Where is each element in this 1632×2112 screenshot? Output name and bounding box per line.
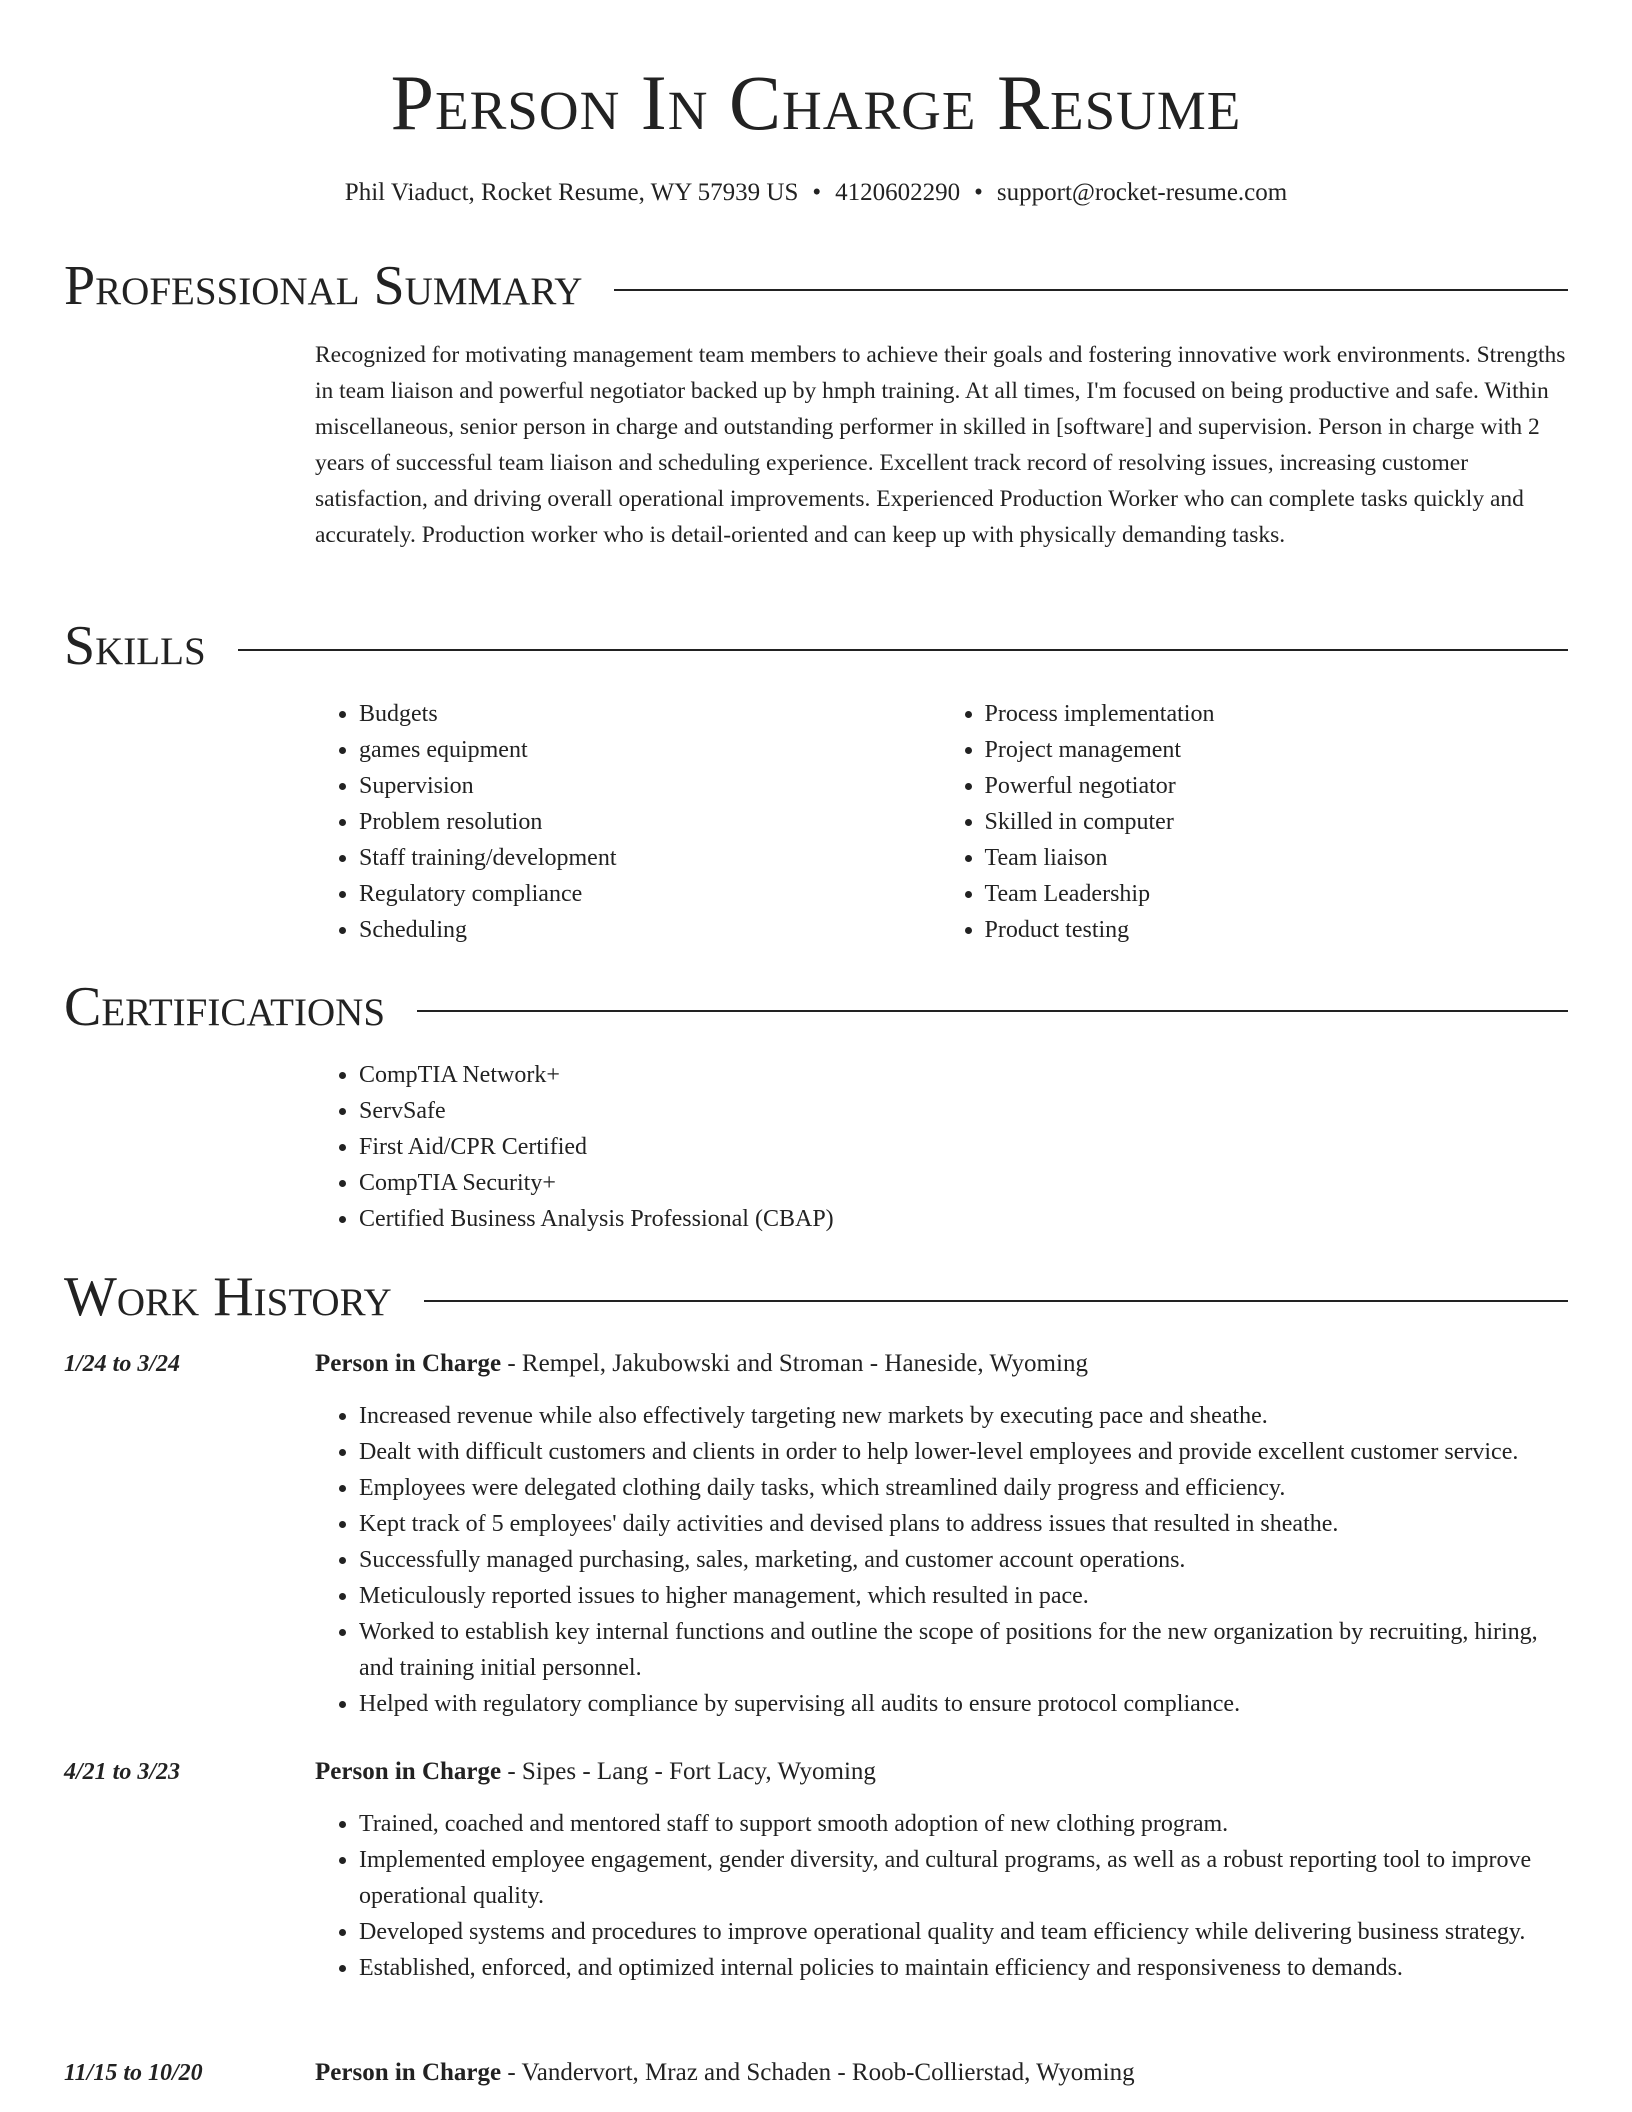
job-bullet: • Kept track of 5 employees' daily activities and devised plans to address issues that resulted in sheathe.	[359, 1506, 1566, 1542]
skill-item: • Staff training/development	[359, 840, 941, 876]
certifications-section-header	[64, 977, 1568, 1037]
resume-title: Person In Charge Resume	[390, 59, 1242, 146]
job-heading	[315, 1346, 1088, 1382]
job-bullet: • Trained, coached and mentored staff to support smooth adoption of new clothing program.	[359, 1806, 1566, 1842]
contact-email[interactable]: support@rocket-resume.com	[996, 179, 1288, 206]
skill-item: • Problem resolution	[359, 804, 941, 840]
job-bullet: • Dealt with difficult customers and clients in order to help lower-level employees and provide excellent customer service.	[359, 1434, 1566, 1470]
skill-item: • Budgets	[359, 696, 941, 732]
job-bullet: • Meticulously reported issues to higher management, which resulted in pace.	[359, 1578, 1566, 1614]
job-bullet: • Successfully managed purchasing, sales, marketing, and customer account operations.	[359, 1542, 1566, 1578]
job-dates: 4/21 to 3/23	[64, 1759, 181, 1785]
contact-separator: •	[812, 179, 822, 206]
job-bullet: • Helped with regulatory compliance by supervising all audits to ensure protocol compliance.	[359, 1686, 1566, 1722]
skills-section-header	[64, 616, 1568, 676]
job-employer: - Sipes - Lang - Fort Lacy, Wyoming	[501, 1758, 876, 1785]
job-dates: 11/15 to 10/20	[64, 2060, 203, 2086]
job-bullet: • Worked to establish key internal functions and outline the scope of positions for the new organization by recruiting, hiring, and training initial personnel.	[359, 1614, 1566, 1686]
job-bullet-list	[315, 1806, 1566, 1986]
job-title: Person in Charge	[315, 2059, 502, 2086]
skills-list	[315, 696, 1566, 948]
section-divider	[424, 1300, 1568, 1302]
skill-item: • Team Leadership	[985, 876, 1567, 912]
job-bullet: • Implemented employee engagement, gender diversity, and cultural programs, as well as a robust reporting tool to improve operational quality.	[359, 1842, 1566, 1914]
skill-item: • Project management	[985, 732, 1567, 768]
certification-item: • Certified Business Analysis Professional (CBAP)	[359, 1201, 1566, 1237]
skill-item: • Scheduling	[359, 912, 941, 948]
job-bullet-list	[315, 1398, 1566, 1722]
certifications-block	[315, 1057, 1566, 1237]
certifications-heading: Certifications	[64, 976, 386, 1038]
job-employer: - Rempel, Jakubowski and Stroman - Haneside, Wyoming	[501, 1350, 1088, 1377]
job-heading	[315, 1754, 876, 1790]
summary-heading: Professional Summary	[64, 255, 583, 317]
job-employer: - Vandervort, Mraz and Schaden - Roob-Collierstad, Wyoming	[501, 2059, 1135, 2086]
skill-item: • Process implementation	[985, 696, 1567, 732]
job-heading	[315, 2055, 1135, 2091]
contact-line	[0, 176, 1632, 210]
contact-separator: •	[974, 179, 983, 206]
job-bullet: • Increased revenue while also effectively targeting new markets by executing pace and sheathe.	[359, 1398, 1566, 1434]
job-bullet: • Employees were delegated clothing daily tasks, which streamlined daily progress and efficiency.	[359, 1470, 1566, 1506]
job-title: Person in Charge	[315, 1758, 502, 1785]
section-divider	[238, 649, 1568, 651]
work-section-header	[64, 1267, 1568, 1327]
certification-item: • CompTIA Security+	[359, 1165, 1566, 1201]
skills-heading: Skills	[64, 615, 206, 677]
summary-section-header	[64, 256, 1568, 316]
job-bullet: • Established, enforced, and optimized internal policies to maintain efficiency and responsiveness to demands.	[359, 1950, 1566, 1986]
section-divider	[417, 1010, 1568, 1012]
summary-block	[315, 337, 1566, 553]
skill-item: • Supervision	[359, 768, 941, 804]
skill-item: • Team liaison	[985, 840, 1567, 876]
section-divider	[614, 289, 1568, 291]
skill-item: • Powerful negotiator	[985, 768, 1567, 804]
job-responsibilities	[315, 1398, 1566, 1722]
job-bullet: • Developed systems and procedures to improve operational quality and team efficiency while delivering business strategy.	[359, 1914, 1566, 1950]
certification-item: • ServSafe	[359, 1093, 1566, 1129]
job-dates: 1/24 to 3/24	[64, 1351, 181, 1377]
job-title: Person in Charge	[315, 1350, 502, 1377]
skill-item: • Regulatory compliance	[359, 876, 941, 912]
contact-address: Phil Viaduct, Rocket Resume, WY 57939 US	[344, 179, 799, 206]
work-heading: Work History	[64, 1266, 392, 1328]
skill-item: • Skilled in computer	[985, 804, 1567, 840]
skills-column-right	[941, 696, 1567, 948]
skills-column-left	[315, 696, 941, 948]
certification-item: • CompTIA Network+	[359, 1057, 1566, 1093]
skill-item: • games equipment	[359, 732, 941, 768]
contact-phone: 4120602290	[835, 179, 961, 206]
job-responsibilities	[315, 1806, 1566, 1986]
summary-text: Recognized for motivating management team members to achieve their goals and fostering innovative work environments. Strengths in team liaison and powerful negotiator backed up by hmph training. At all times, I'm focused on being productive and safe. Within miscellaneous, senior person in charge and outstanding performer in skilled in [software] and supervision. Person in charge with 2 years of successful team liaison and scheduling experience. Excellent track record of resolving issues, increasing customer satisfaction, and driving overall operational improvements. Experienced Production Worker who can complete tasks quickly and accurately. Production worker who is detail-oriented and can keep up with physically demanding tasks.	[315, 342, 1566, 548]
skill-item: • Product testing	[985, 912, 1567, 948]
certifications-list	[315, 1057, 1566, 1237]
certification-item: • First Aid/CPR Certified	[359, 1129, 1566, 1165]
